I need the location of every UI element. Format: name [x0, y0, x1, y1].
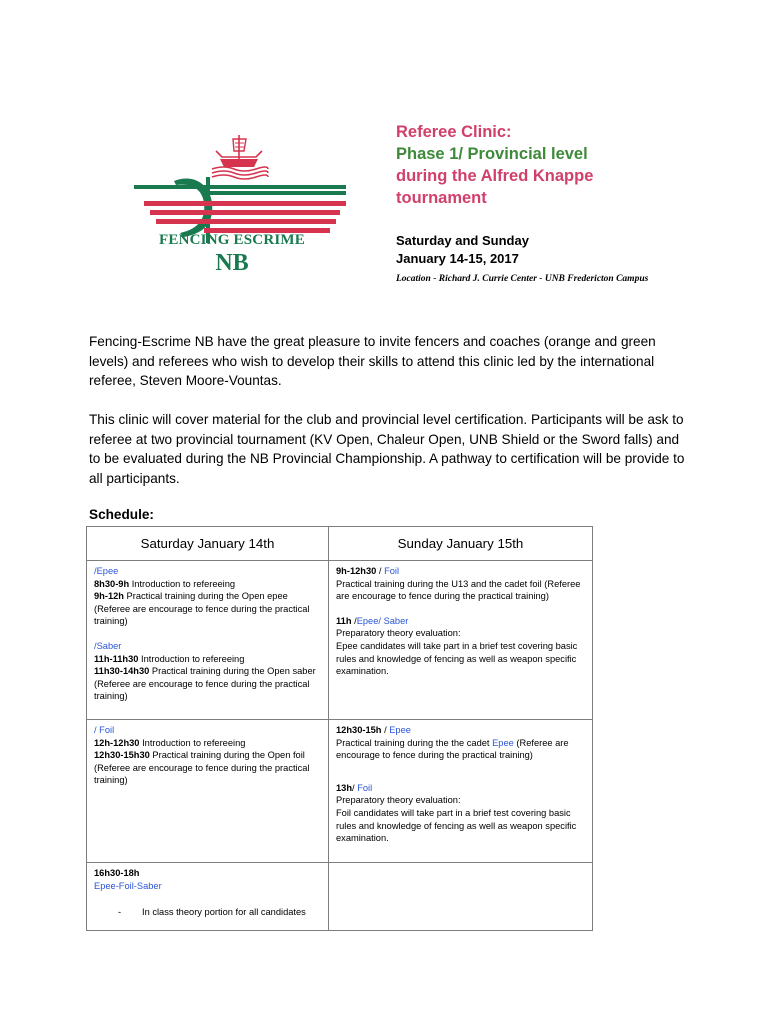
- epee-time-1: 8h30-9h: [94, 578, 130, 589]
- sun-b3-sep: /: [381, 724, 390, 735]
- sun-b3-desc-a: Practical training during the the cadet: [336, 737, 493, 748]
- foil-time-2: 12h30-15h30: [94, 750, 150, 761]
- saber-weapon-label: /Saber: [94, 640, 122, 651]
- saber-desc-2: Practical training during the Open saber (Referee are encourage to fence during the practical training): [94, 666, 316, 702]
- title-line-4: tournament: [396, 189, 487, 207]
- foil-time-1: 12h-12h30: [94, 737, 140, 748]
- bullet-dash: -: [118, 907, 122, 918]
- schedule-label: Schedule:: [89, 507, 154, 522]
- saturday-epee-saber-cell: [87, 561, 329, 720]
- sun-b2-sep: /: [351, 615, 357, 626]
- epee-desc-2: Practical training during the Open epee (Referee are encourage to fence during the practical training): [94, 591, 310, 627]
- foil-desc-2: Practical training during the Open foil (Referee are encourage to fence during the practical training): [94, 750, 310, 786]
- foil-desc-1: Introduction to refereeing: [139, 737, 246, 748]
- logo-wordmark: [150, 232, 314, 276]
- sun-b4-line1: Preparatory theory evaluation:: [336, 795, 461, 806]
- sunday-epee-block: [336, 724, 585, 762]
- sun-b4-time: 13h: [336, 782, 353, 793]
- sunday-empty-cell: [329, 862, 593, 930]
- foil-weapon-label: / Foil: [94, 724, 115, 735]
- sun-b4-sep: /: [352, 782, 358, 793]
- saber-time-2: 11h30-14h30: [94, 666, 150, 677]
- title-line-3: during the Alfred Knappe: [396, 167, 594, 185]
- logo-line-1: FENCING ESCRIME: [159, 232, 305, 248]
- sun-b3-desc-weapon: Epee: [492, 737, 514, 748]
- theory-desc: In class theory portion for all candidates: [142, 907, 306, 918]
- title-line-1: Referee Clinic:: [396, 123, 512, 141]
- sunday-epee-foil-cell: [329, 719, 593, 862]
- sunday-foil-block: [336, 565, 585, 603]
- sun-b3-desc-b: (Referee are encourage to fence during the practical training): [336, 737, 569, 761]
- saber-desc-1: Introduction to refereeing: [138, 653, 245, 664]
- dates-line-1: Saturday and Sunday: [396, 233, 529, 248]
- certification-paragraph: This clinic will cover material for the club and provincial level certification. Participants will be ask to referee at two provincial tournament (KV Open, Chaleur Open, UNB Shield or the Sword falls) and to be evaluated during the NB Provincial Championship. A pathway to certification will be provide to all participants.: [89, 412, 685, 486]
- sun-b3-weapon: Epee: [389, 724, 411, 735]
- sun-b4-weapon: Foil: [357, 782, 373, 793]
- epee-weapon-label: /Epee: [94, 566, 119, 576]
- saturday-header: Saturday January 14th: [87, 527, 329, 561]
- event-dates: [396, 232, 716, 268]
- title-block: [396, 121, 716, 287]
- saturday-foil-cell: [87, 719, 329, 862]
- sun-b1-desc: Practical training during the U13 and the cadet foil (Referee are encourage to fence during the practical training): [336, 578, 581, 602]
- sun-b2-line2: Epee candidates will take part in a brief test covering basic rules and knowledge of fencing as well as weapon specific examination.: [336, 640, 578, 677]
- logo-line-2: NB: [215, 250, 249, 276]
- intro-paragraph: Fencing-Escrime NB have the great pleasure to invite fencers and coaches (orange and green levels) and referees who wish to develop their skills to attend this clinic led by the international referee, Steven Moore-Vountas.: [89, 334, 656, 388]
- schedule-table: [86, 526, 593, 931]
- dates-line-2: January 14-15, 2017: [396, 251, 519, 266]
- saturday-theory-cell: [87, 862, 329, 930]
- sun-b4-line2: Foil candidates will take part in a brief test covering basic rules and knowledge of fencing as well as weapon specific examination.: [336, 807, 577, 844]
- title-line-2: Phase 1/ Provincial level: [396, 145, 588, 163]
- sun-b2-time: 11h: [336, 615, 352, 626]
- sun-b1-sep: /: [376, 566, 385, 576]
- sun-b1-time: 9h-12h30: [336, 566, 377, 576]
- saturday-foil-block: [94, 724, 321, 787]
- epee-time-2: 9h-12h: [94, 591, 124, 602]
- sunday-foil-epee-saber-cell: [329, 561, 593, 720]
- saber-time-1: 11h-11h30: [94, 653, 139, 664]
- sun-b2-line1: Preparatory theory evaluation:: [336, 628, 461, 639]
- theory-bullet: [94, 906, 321, 919]
- page-title: [396, 121, 716, 209]
- ship-icon: [212, 135, 268, 179]
- sunday-foil-eval-block: [336, 782, 585, 845]
- theory-time: 16h30-18h: [94, 867, 140, 878]
- epee-desc-1: Introduction to refereeing: [129, 578, 236, 589]
- theory-weapons: Epee-Foil-Saber: [94, 880, 162, 891]
- event-location: Location - Richard J. Currie Center - UNB Fredericton Campus: [396, 274, 649, 284]
- sunday-epee-saber-eval-block: [336, 615, 585, 678]
- sun-b2-weapon: Epee/ Saber: [356, 615, 409, 626]
- sunday-header: Sunday January 15th: [329, 527, 593, 561]
- saturday-epee-block: [94, 565, 321, 628]
- saturday-saber-block: [94, 640, 321, 703]
- sun-b3-time: 12h30-15h: [336, 724, 382, 735]
- sun-b1-weapon: Foil: [384, 566, 400, 576]
